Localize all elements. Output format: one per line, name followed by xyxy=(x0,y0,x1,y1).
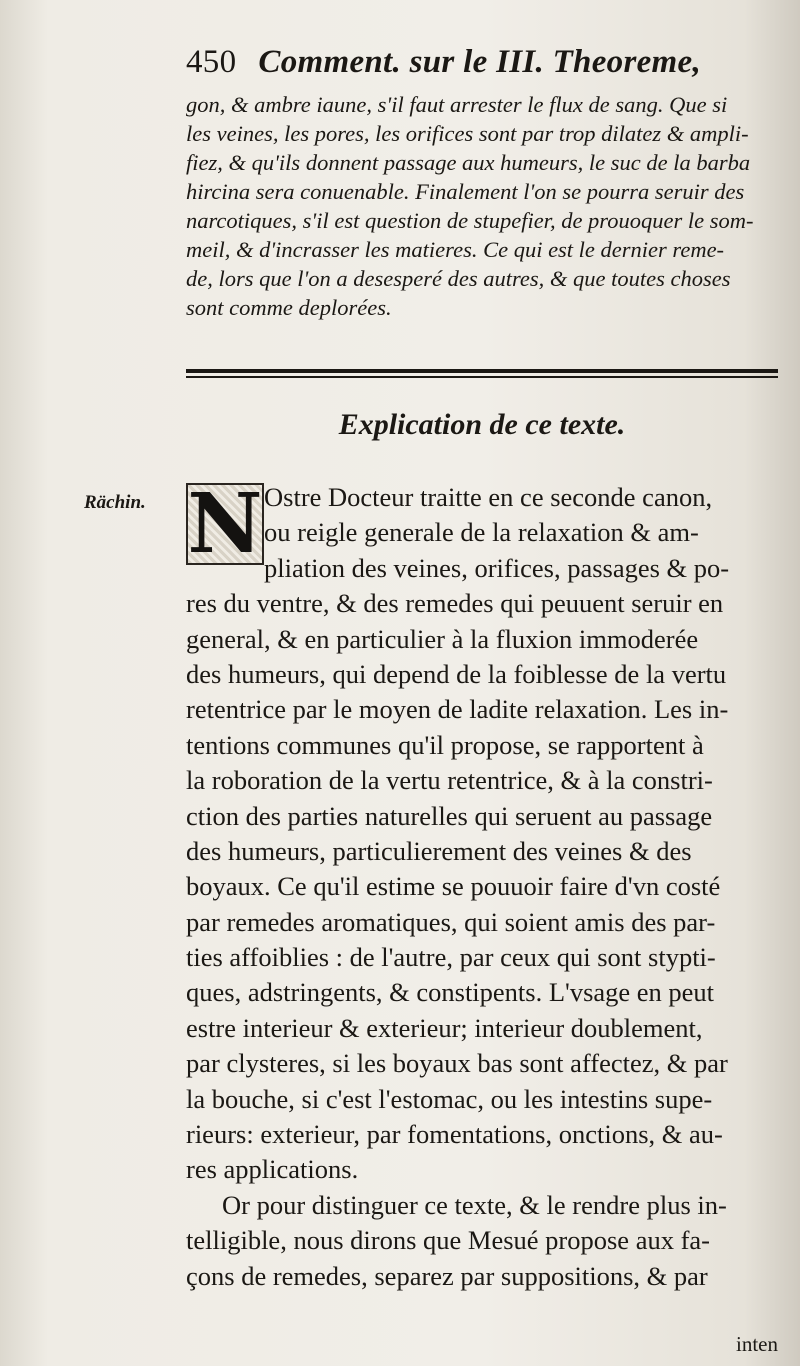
section-title: Explication de ce texte. xyxy=(338,408,626,441)
body-line: res du ventre, & des remedes qui peuuent seruir en xyxy=(186,588,724,619)
body-line: ou reigle generale de la relaxation & am- xyxy=(264,517,699,548)
body-line: des humeurs, qui depend de la foiblesse de la vertu xyxy=(186,658,727,689)
body-line: telligible, nous dirons que Mesué propose aux fa- xyxy=(186,1225,710,1256)
italic-line: hircina sera conuenable. Finalement l'on se pourra seruir des xyxy=(186,179,745,204)
italic-line: meil, & d'incrasser les matieres. Ce qui est le dernier reme- xyxy=(186,237,725,262)
body-line: retentrice par le moyen de ladite relaxation. Les in- xyxy=(186,694,729,725)
italic-line: les veines, les pores, les orifices sont par trop dilatez & ampli- xyxy=(186,121,749,146)
italic-line: sont comme deplorées. xyxy=(186,295,392,320)
italic-line: narcotiques, s'il est question de stupefier, de prouoquer le som- xyxy=(186,208,754,233)
body-line: des humeurs, particulierement des veines & des xyxy=(186,835,692,866)
body-line: tentions communes qu'il propose, se rapportent à xyxy=(186,729,704,760)
body-line: pliation des veines, orifices, passages & po- xyxy=(264,552,730,583)
running-title: Comment. sur le III. Theoreme, xyxy=(258,44,702,80)
drop-cap-letter: N xyxy=(187,476,263,572)
body-line: res applications. xyxy=(186,1154,359,1185)
body-text xyxy=(186,476,790,1294)
body-line: la bouche, si c'est l'estomac, ou les intestins supe- xyxy=(186,1083,713,1114)
body-line: ties affoiblies : de l'autre, par ceux qui sont stypti- xyxy=(186,942,716,973)
body-line: çons de remedes, separez par suppositions, & par xyxy=(186,1260,708,1291)
double-rule-divider xyxy=(186,369,778,378)
body-line: estre interieur & exterieur; interieur doublement, xyxy=(186,1012,703,1043)
body-line: boyaux. Ce qu'il estime se pouuoir faire d'vn costé xyxy=(186,871,721,902)
body-line: la roboration de la vertu retentrice, & à la constri- xyxy=(186,765,713,796)
body-line: ction des parties naturelles qui seruent au passage xyxy=(186,800,713,831)
body-line: general, & en particulier à la fluxion immoderée xyxy=(186,623,699,654)
running-header xyxy=(186,44,786,90)
italic-line: gon, & ambre iaune, s'il faut arrester le flux de sang. Que si xyxy=(186,92,728,117)
body-line: Ostre Docteur traitte en ce seconde canon, xyxy=(264,482,713,512)
margin-note: Rächin. xyxy=(84,492,146,513)
page-number: 450 xyxy=(186,44,237,80)
italic-paragraph xyxy=(186,90,792,322)
italic-line: de, lors que l'on a desesperé des autres, & que toutes choses xyxy=(186,266,731,291)
italic-line: fiez, & qu'ils donnent passage aux humeurs, le suc de la barba xyxy=(186,150,751,175)
body-line: Or pour distinguer ce texte, & le rendre plus in- xyxy=(222,1189,727,1220)
body-line: ques, adstringents, & constipents. L'vsage en peut xyxy=(186,977,715,1008)
body-line: rieurs: exterieur, par fomentations, onctions, & au- xyxy=(186,1119,723,1150)
body-line: par clysteres, si les boyaux bas sont affectez, & par xyxy=(186,1048,728,1079)
catchword: inten xyxy=(736,1332,778,1356)
body-line: par remedes aromatiques, qui soient amis des par- xyxy=(186,906,716,937)
